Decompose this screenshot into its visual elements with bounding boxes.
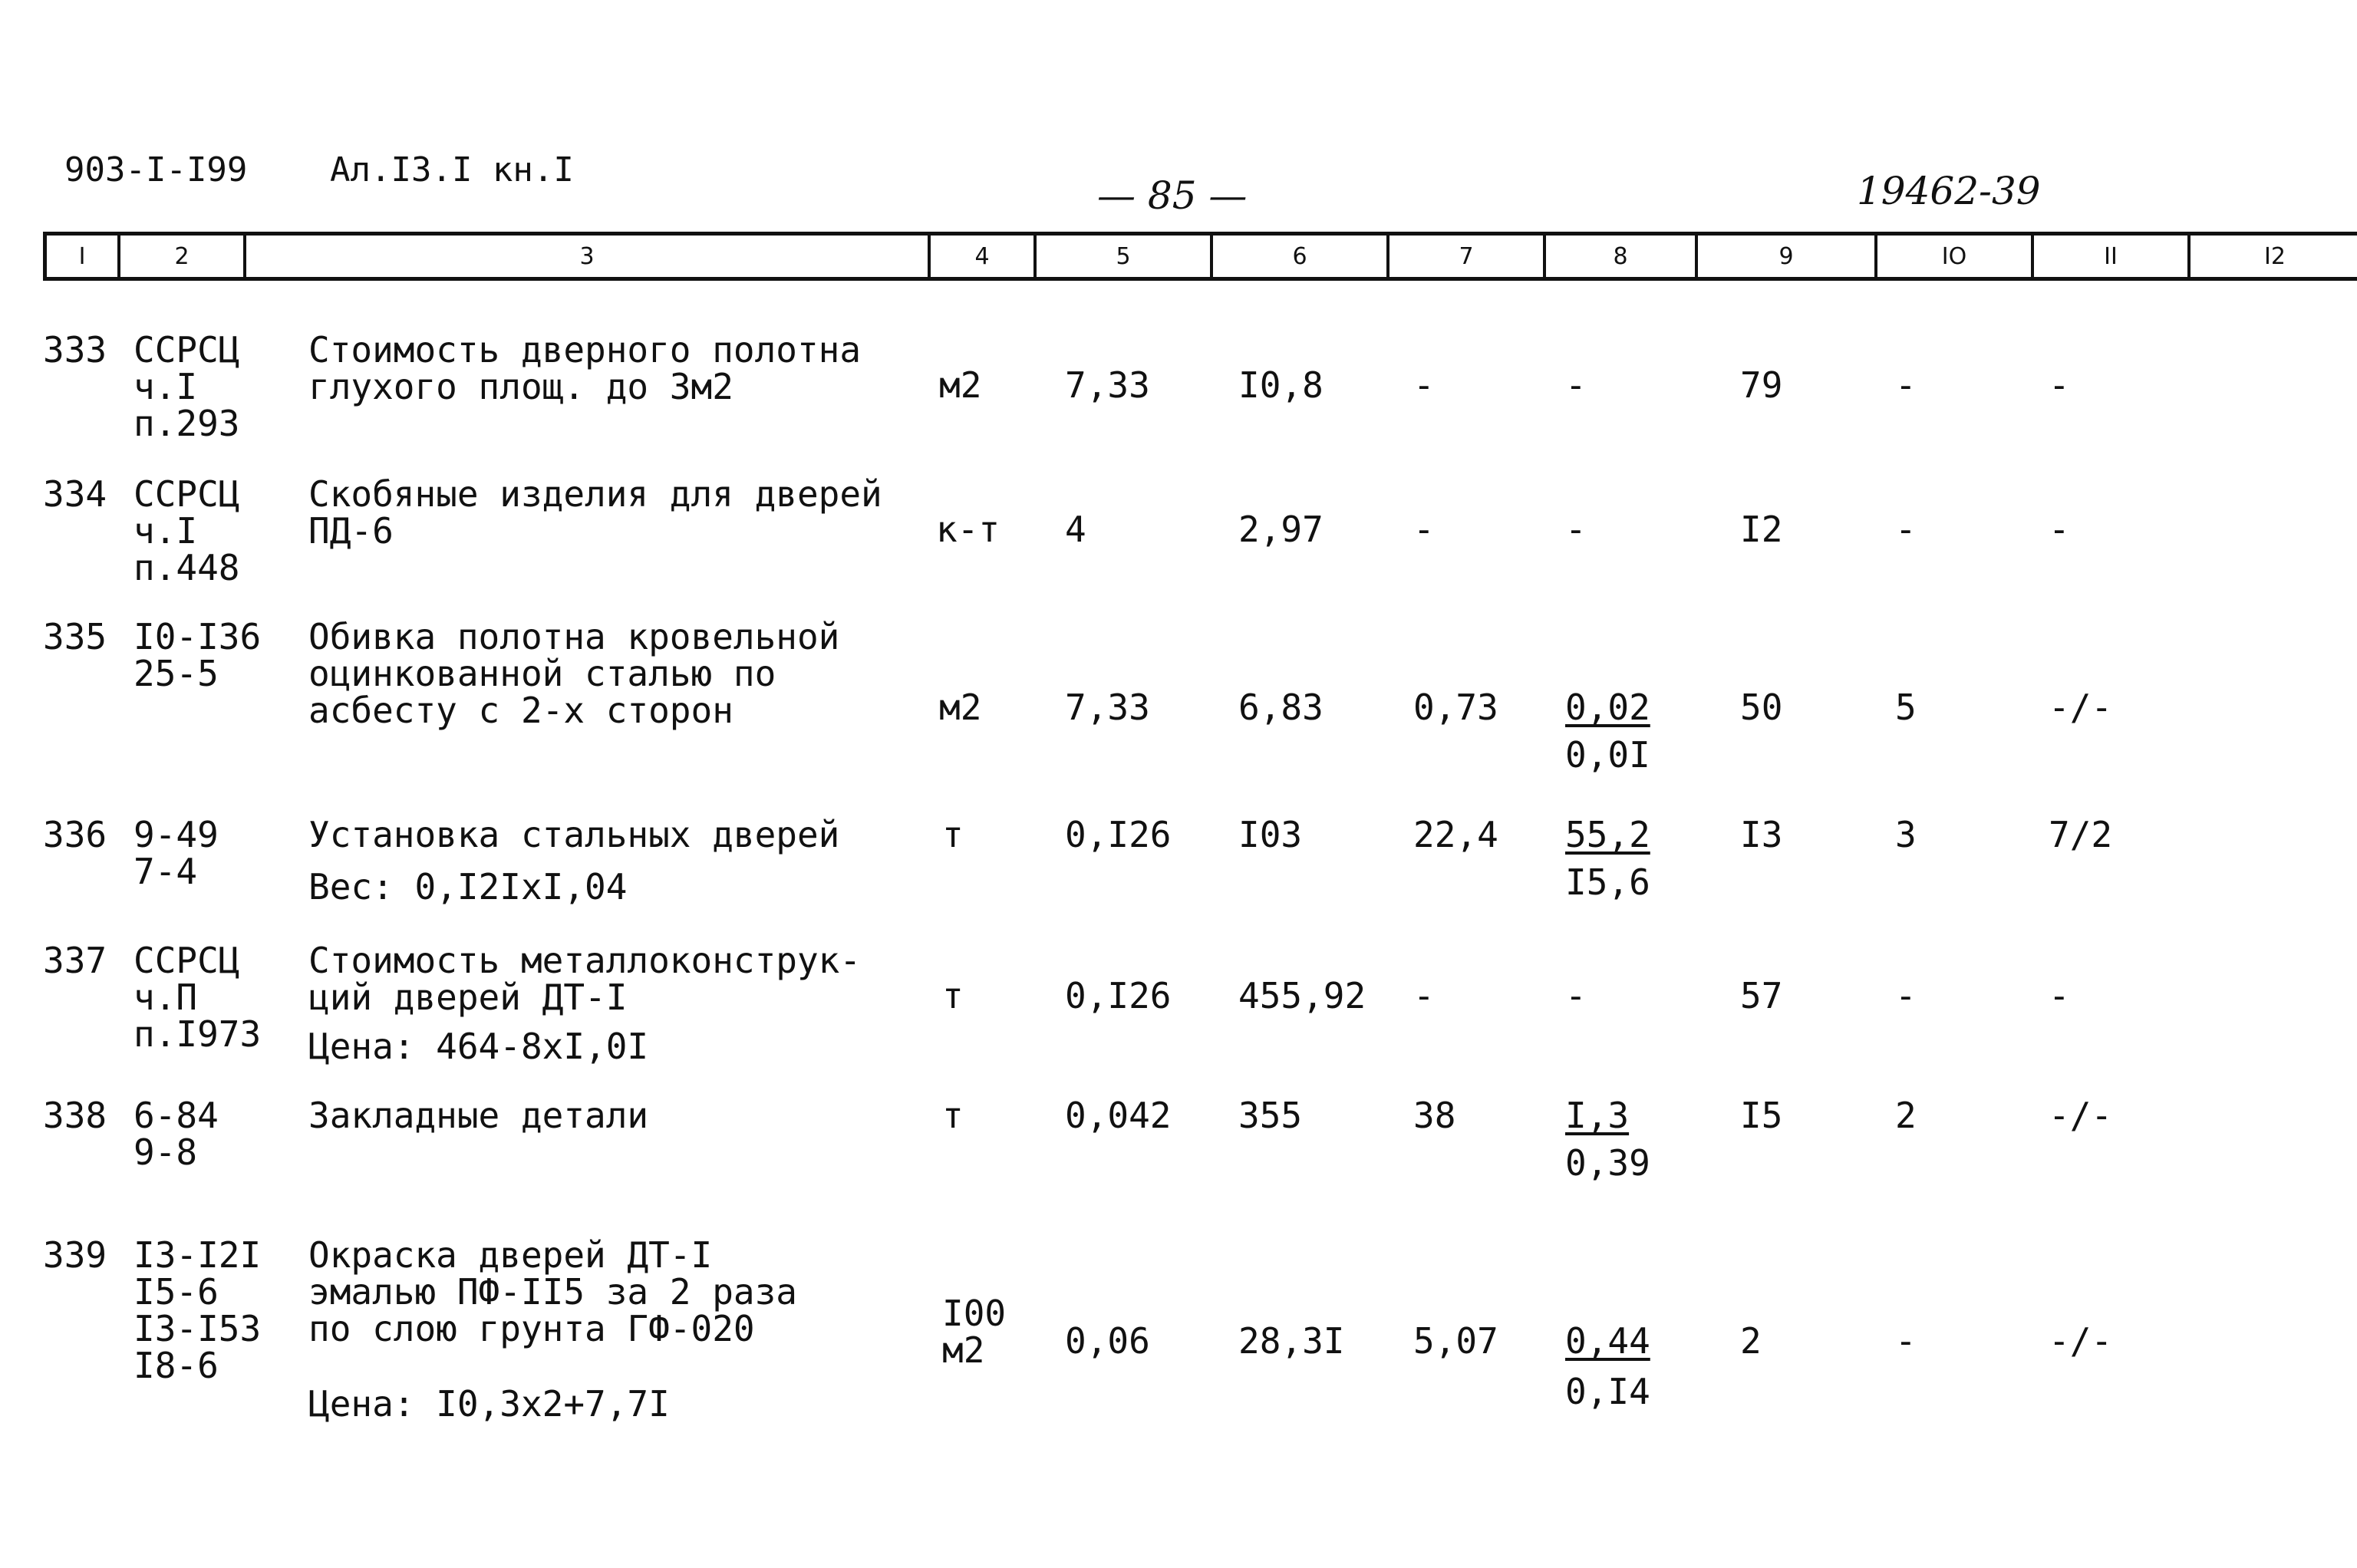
rate-code: ССРСЦ ч.I п.448	[134, 473, 240, 588]
total-cost: 2	[1740, 1320, 1762, 1362]
quantity: 0,042	[1065, 1095, 1172, 1136]
inventory-number: 19462-39	[1857, 169, 2041, 213]
quantity: 4	[1065, 509, 1086, 550]
column-11-value: -	[2049, 364, 2070, 406]
column-7-value: -	[1413, 509, 1435, 550]
column-7-value: 0,73	[1413, 687, 1498, 728]
quantity: 0,06	[1065, 1320, 1150, 1362]
unit-cost: I0,8	[1238, 364, 1324, 406]
column-7-value: -	[1413, 975, 1435, 1016]
total-cost: 50	[1740, 687, 1783, 728]
row-number: 339	[43, 1234, 107, 1276]
column-7-value: 38	[1413, 1095, 1456, 1136]
row-number: 338	[43, 1095, 107, 1136]
work-description: Окраска дверей ДТ-I эмалью ПФ-II5 за 2 раза по слою грунта ГФ-020	[308, 1234, 797, 1349]
rate-code: ССРСЦ ч.П п.I973	[134, 940, 262, 1055]
column-8-value: 55,2	[1565, 814, 1650, 855]
unit: т	[942, 975, 964, 1016]
quantity: 7,33	[1065, 364, 1150, 406]
column-10-value: 3	[1895, 814, 1917, 855]
calculation-note: Цена: 464-8xI,0I	[308, 1026, 649, 1067]
column-number-12: I2	[2187, 236, 2357, 277]
rate-code: 9-49 7-4	[134, 814, 219, 892]
work-description: Установка стальных дверей	[308, 814, 840, 855]
document-code: 903-I-I99	[64, 150, 248, 189]
unit: к-т	[936, 509, 1000, 550]
unit-cost: 28,3I	[1238, 1320, 1345, 1362]
album-reference: Ал.I3.I кн.I	[330, 150, 574, 189]
total-cost: I5	[1740, 1095, 1783, 1136]
quantity: 0,I26	[1065, 814, 1172, 855]
column-8-value: -	[1565, 509, 1587, 550]
column-11-value: -	[2049, 975, 2070, 1016]
column-8-value: -	[1565, 364, 1587, 406]
column-8-value: -	[1565, 975, 1587, 1016]
column-number-bar	[43, 232, 2357, 281]
column-11-value: 7/2	[2049, 814, 2113, 855]
unit: I00 м2	[942, 1293, 1007, 1371]
column-8-subvalue: I5,6	[1565, 861, 1650, 903]
unit-cost: 455,92	[1238, 975, 1366, 1016]
work-description: Скобяные изделия для дверей ПД-6	[308, 473, 882, 552]
column-number-10: IO	[1874, 236, 2031, 277]
unit-cost: I03	[1238, 814, 1303, 855]
column-11-value: -	[2049, 509, 2070, 550]
column-number-5: 5	[1033, 236, 1210, 277]
rate-code: I0-I36 25-5	[134, 616, 262, 694]
row-number: 335	[43, 616, 107, 657]
unit: т	[942, 1095, 964, 1136]
unit: м2	[939, 687, 982, 728]
work-description: Обивка полотна кровельной оцинкованной сталью по асбесту с 2-х сторон	[308, 616, 840, 731]
column-8-value: 0,02	[1565, 687, 1650, 728]
column-10-value: -	[1895, 1320, 1917, 1362]
total-cost: 57	[1740, 975, 1783, 1016]
total-cost: 79	[1740, 364, 1783, 406]
rate-code: ССРСЦ ч.I п.293	[134, 329, 240, 444]
work-description: Закладные детали	[308, 1095, 649, 1136]
calculation-note: Цена: I0,3x2+7,7I	[308, 1383, 670, 1425]
total-cost: I2	[1740, 509, 1783, 550]
row-number: 337	[43, 940, 107, 981]
quantity: 0,I26	[1065, 975, 1172, 1016]
column-number-1: I	[78, 242, 86, 270]
column-8-subvalue: 0,39	[1565, 1142, 1650, 1184]
column-number-6: 6	[1210, 236, 1386, 277]
row-number: 334	[43, 473, 107, 515]
column-11-value: -/-	[2049, 1320, 2113, 1362]
row-number: 336	[43, 814, 107, 855]
column-number-3: 3	[243, 236, 928, 277]
rate-code: 6-84 9-8	[134, 1095, 219, 1173]
total-cost: I3	[1740, 814, 1783, 855]
row-number: 333	[43, 329, 107, 371]
column-8-value: I,3	[1565, 1095, 1630, 1136]
column-8-subvalue: 0,0I	[1565, 734, 1650, 776]
calculation-note: Вес: 0,I2IxI,04	[308, 866, 628, 908]
column-10-value: -	[1895, 364, 1917, 406]
column-8-subvalue: 0,I4	[1565, 1371, 1650, 1412]
column-7-value: -	[1413, 364, 1435, 406]
unit-cost: 6,83	[1238, 687, 1324, 728]
column-11-value: -/-	[2049, 687, 2113, 728]
column-11-value: -/-	[2049, 1095, 2113, 1136]
column-number-11: II	[2031, 236, 2187, 277]
column-8-value: 0,44	[1565, 1320, 1650, 1362]
column-number-8: 8	[1543, 236, 1695, 277]
page-number: — 85 —	[1097, 173, 1248, 218]
unit: м2	[939, 364, 982, 406]
work-description: Стоимость металлоконструк- ций дверей ДТ-I	[308, 940, 862, 1018]
rate-code: I3-I2I I5-6 I3-I53 I8-6	[134, 1234, 262, 1386]
column-7-value: 5,07	[1413, 1320, 1498, 1362]
column-number-9: 9	[1695, 236, 1874, 277]
column-10-value: 2	[1895, 1095, 1917, 1136]
column-10-value: -	[1895, 975, 1917, 1016]
quantity: 7,33	[1065, 687, 1150, 728]
column-number-7: 7	[1386, 236, 1543, 277]
unit: т	[942, 814, 964, 855]
column-10-value: -	[1895, 509, 1917, 550]
column-10-value: 5	[1895, 687, 1917, 728]
unit-cost: 2,97	[1238, 509, 1324, 550]
work-description: Стоимость дверного полотна глухого площ. до 3м2	[308, 329, 862, 407]
column-number-2: 2	[117, 236, 243, 277]
column-7-value: 22,4	[1413, 814, 1498, 855]
unit-cost: 355	[1238, 1095, 1303, 1136]
column-number-4: 4	[928, 236, 1033, 277]
